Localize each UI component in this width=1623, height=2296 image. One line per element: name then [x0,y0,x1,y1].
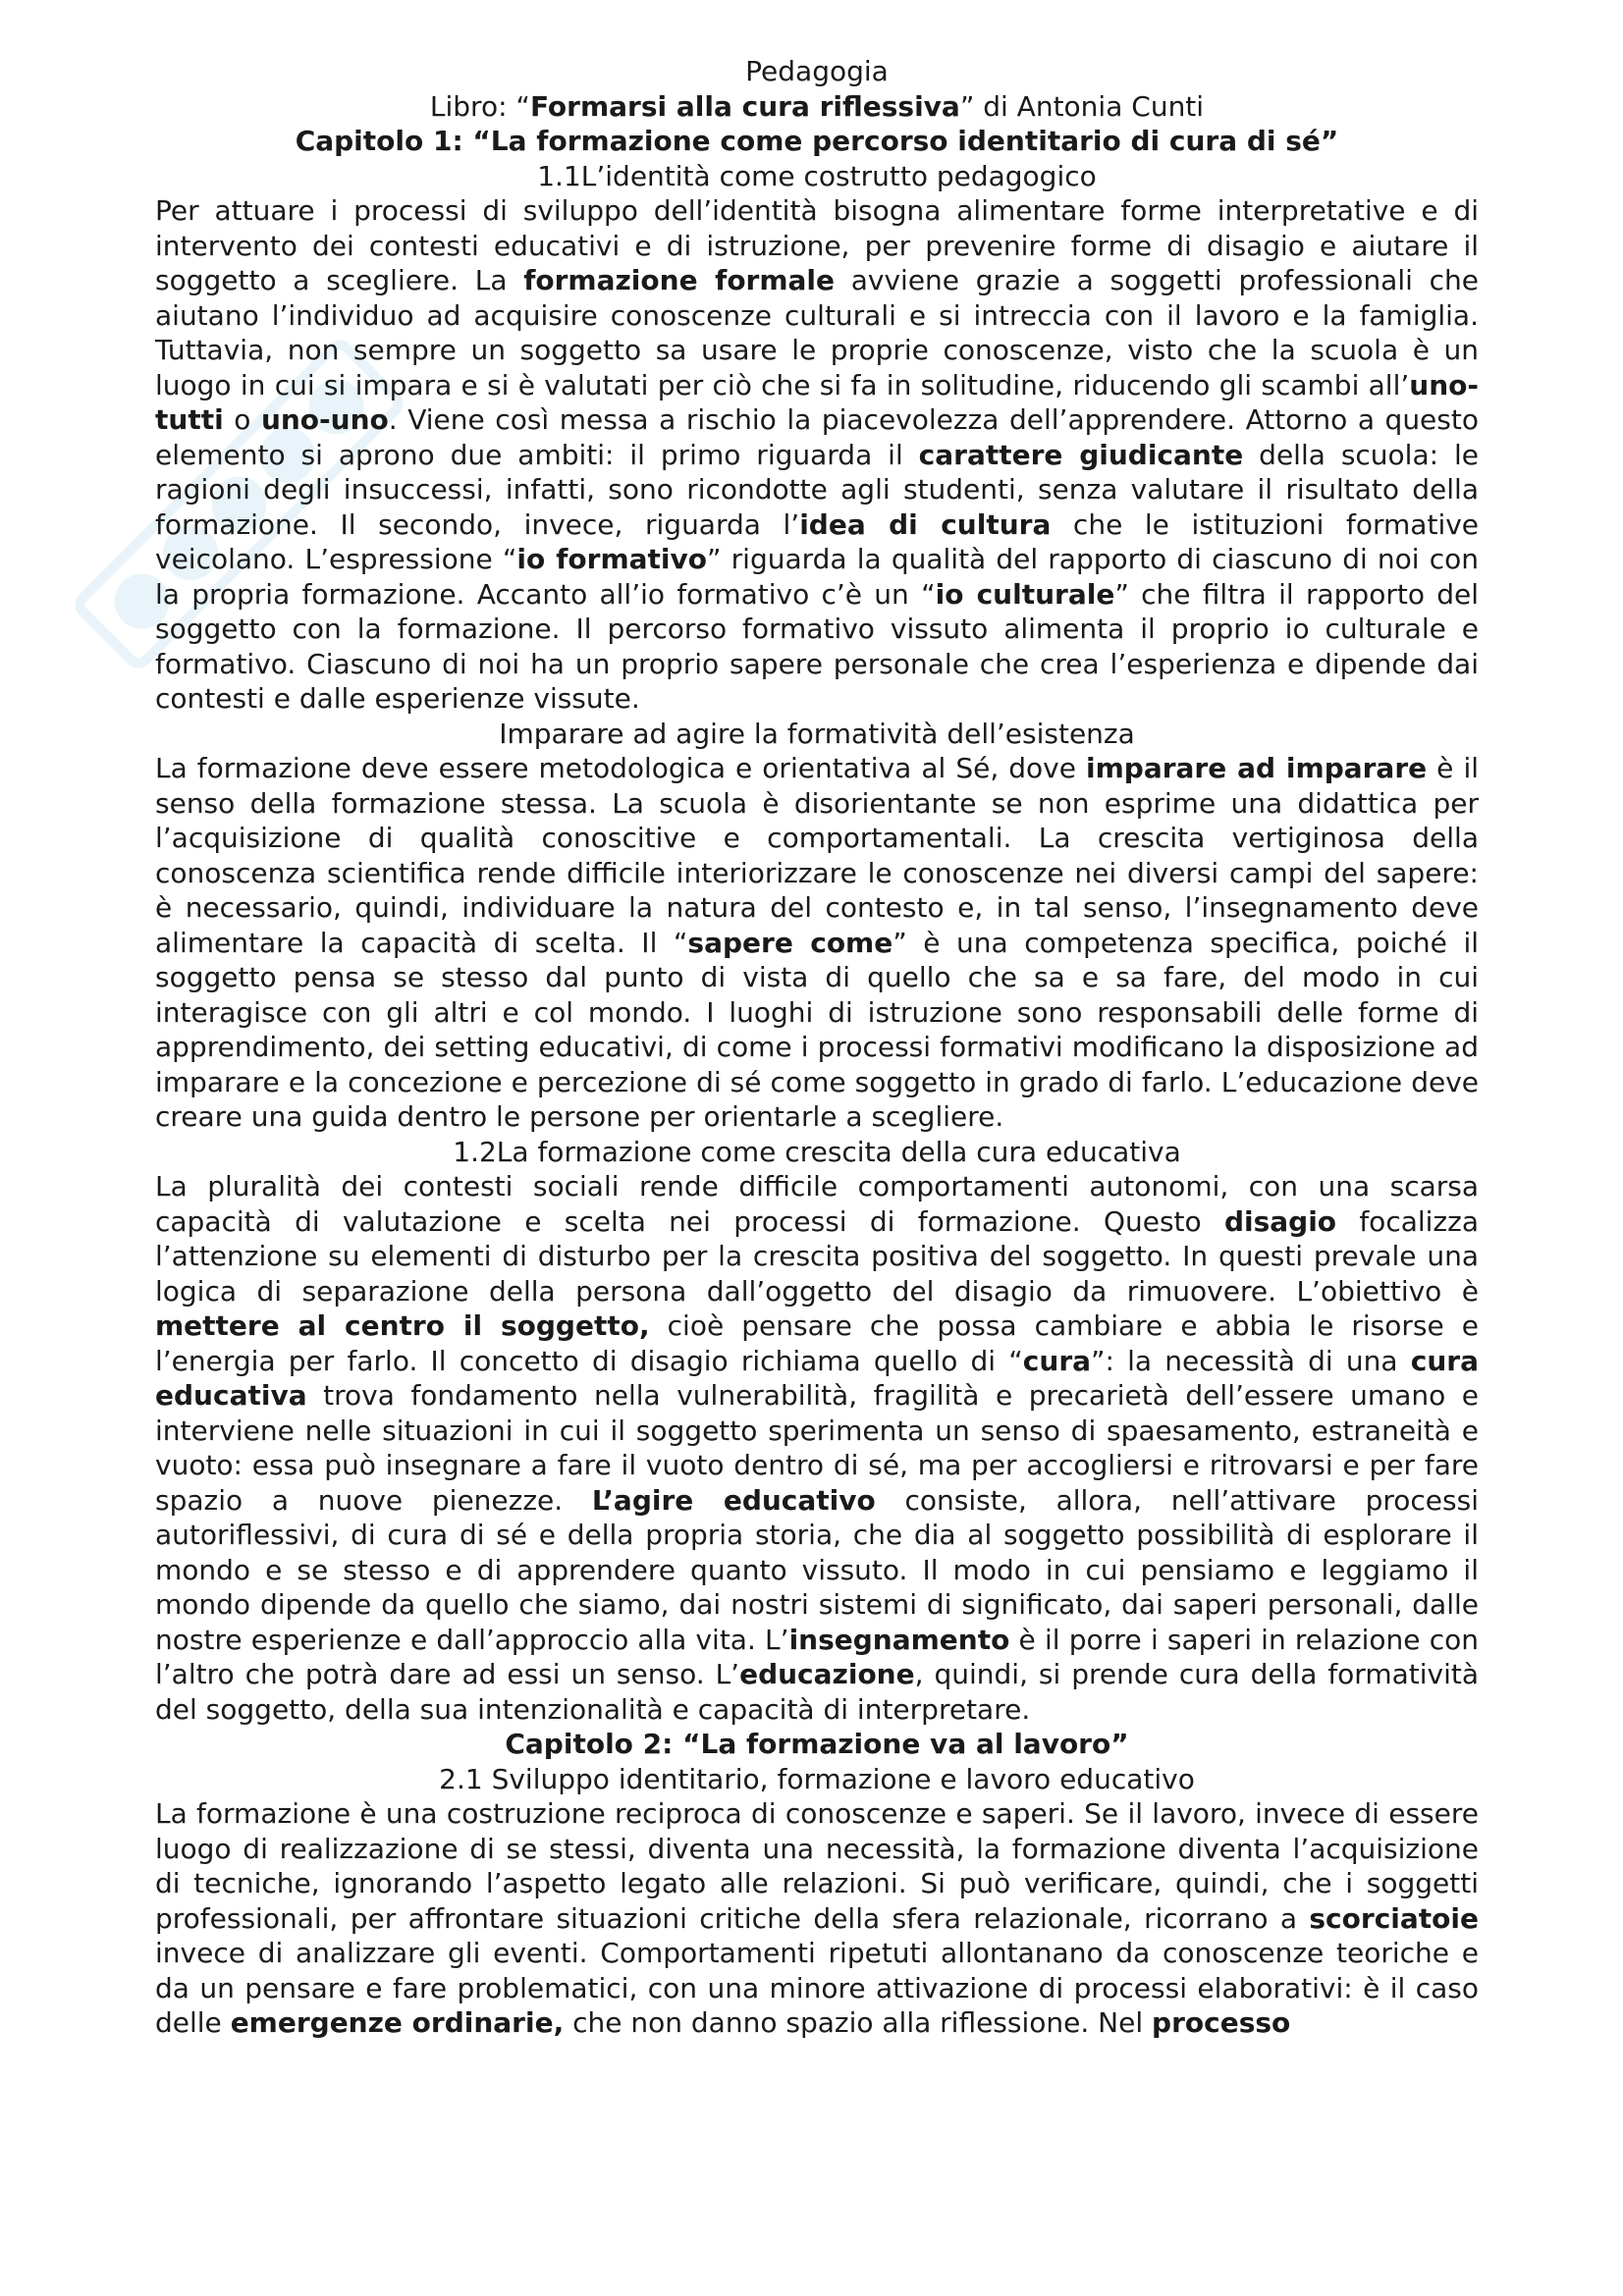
bold-term: educazione [739,1658,915,1690]
text-run: Per attuare i processi di sviluppo dell’identità bisogna alimentare forme interpretative e di intervento dei contesti educativi e di istruzione, per prevenire forme di disagio e aiutare il soggetto a scegliere. La [155,194,1479,296]
text-run: avviene grazie a soggetti professionali che aiutano l’individuo ad acquisire conoscenze culturali e si intreccia con il lavoro e la famiglia. Tuttavia, non sempre un soggetto sa usare le proprie conoscenze, visto che la scuola è un luogo in cui si impara e si è valutati per ciò che si fa in solitudine, riducendo gli scambi all’ [155,264,1479,401]
bold-term: uno-tutti [155,368,1479,436]
bold-term: insegnamento [788,1623,1010,1656]
bold-term: emergenze ordinarie, [230,2006,565,2039]
bold-term: imparare ad imparare [1086,752,1428,784]
text-run: La pluralità dei contesti sociali rende difficile comportamenti autonomi, con una scarsa capacità di valutazione e scelta nei processi di formazione. Questo [155,1170,1479,1238]
text-run: , quindi, si prende cura della formatività del soggetto, della sua intenzionalità e capacità di interpretare. [155,1658,1480,1726]
bold-term: io culturale [935,577,1115,611]
text-run: focalizza l’attenzione su elementi di disturbo per la crescita positiva del soggetto. In questi prevale una logica di separazione della persona dall’oggetto del disagio da rimuovere. L’obiettivo è [155,1204,1479,1308]
subject-title: Pedagogia [745,55,889,87]
text-run: ”: la necessità di una [1091,1344,1411,1377]
text-run: della scuola: le ragioni degli insuccessi, infatti, sono ricondotte agli studenti, senza valutare il risultato della formazione. Il secondo, invece, riguarda l’ [155,438,1480,541]
text-run: cioè pensare che possa cambiare e abbia le risorse e l’energia per farlo. Il concetto di disagio richiama quello di “ [155,1309,1479,1377]
bold-term: carattere giudicante [918,438,1244,471]
bold-term: disagio [1223,1204,1337,1238]
book-title: Formarsi alla cura riflessiva [529,89,960,123]
text-run: ” riguarda la qualità del rapporto di ciascuno di noi con la propria formazione. Accanto all’io formativo c’è un “ [155,543,1479,611]
book-suffix: ” di Antonia Cunti [959,89,1205,123]
text-run: o [223,403,261,436]
bold-term: cura educativa [155,1344,1479,1412]
text-run: consiste, allora, nell’attivare processi autoriflessivi, di cura di sé e della propria storia, che dia al soggetto possibilità di esplorare il mondo e se stesso e di apprendere quanto vissuto. Il modo in cui pensiamo e leggiamo il mondo dipende da quello che siamo, dai nostri sistemi di significato, dai saperi personali, dalle nostre esperienze e dall’approccio alla vita. L’ [155,1483,1479,1656]
book-line [155,89,1479,125]
bold-term: formazione formale [523,264,836,296]
text-run: . Viene così messa a rischio la piacevolezza dell’apprendere. Attorno a questo elemento si aprono due ambiti: il primo riguarda il [155,403,1479,471]
text-run: ” è una competenza specifica, poiché il soggetto pensa se stesso dal punto di vista di quello che sa e sa fare, del modo in cui interagisce con gli altri e col mondo. I luoghi di istruzione sono responsabili delle forme di apprendimento, dei setting educativi, di come i processi formativi modificano la disposizione ad imparare e la concezione e percezione di sé come soggetto in grado di farlo. L’educazione deve creare una guida dentro le persone per orientarle a scegliere. [155,926,1480,1133]
bold-term: cura [1022,1344,1092,1377]
section-1-1-heading: 1.1L’identità come costrutto pedagogico [537,159,1097,192]
paragraph [155,1169,1479,1727]
bold-term: scorciatoie [1309,1901,1479,1935]
bold-term: mettere al centro il soggetto, [155,1309,650,1342]
paragraph [155,751,1479,1135]
section-1-2-heading: 1.2La formazione come crescita della cura educativa [453,1135,1181,1168]
book-prefix: Libro: “ [429,89,530,123]
chapter-1-title: Capitolo 1: “La formazione come percorso identitario di cura di sé” [295,125,1339,157]
subheading: Imparare ad agire la formatività dell’esistenza [499,717,1135,750]
bold-term: io formativo [516,543,708,575]
section-2-1-heading: 2.1 Sviluppo identitario, formazione e lavoro educativo [439,1762,1195,1795]
text-run: invece di analizzare gli eventi. Comportamenti ripetuti allontanano da conoscenze teoriche e da un pensare e fare problematici, con una minore attivazione di processi elaborativi: è il caso delle [155,1937,1479,2039]
document-page [155,54,1479,2041]
bold-term: L’agire educativo [591,1483,876,1517]
bold-term: sapere come [687,926,893,959]
text-run: è il senso della formazione stessa. La scuola è disorientante se non esprime una didattica per l’acquisizione di qualità conoscitive e comportamentali. La crescita vertiginosa della conoscenza scientifica rende difficile interiorizzare le conoscenze nei diversi campi del sapere: è necessario, quindi, individuare la natura del contesto e, in tal senso, l’insegnamento deve alimentare la capacità di scelta. Il “ [155,752,1479,959]
bold-term: idea di cultura [799,507,1052,541]
bold-term: uno-uno [260,403,389,436]
text-run: che le istituzioni formative veicolano. L’espressione “ [155,507,1480,575]
text-run: La formazione deve essere metodologica e orientativa al Sé, dove [155,752,1086,784]
bold-term: processo [1152,2006,1291,2039]
text-run: è il porre i saperi in relazione con l’altro che potrà dare ad essi un senso. L’ [155,1623,1479,1690]
chapter-2-title: Capitolo 2: “La formazione va al lavoro” [505,1728,1129,1760]
paragraph [155,1796,1479,2041]
text-run: ” che filtra il rapporto del soggetto con la formazione. Il percorso formativo vissuto alimenta il proprio io culturale e formativo. Ciascuno di noi ha un proprio sapere personale che crea l’esperienza e dipende dai contesti e dalle esperienze vissute. [155,577,1480,715]
text-run: La formazione è una costruzione reciproca di conoscenze e saperi. Se il lavoro, invece di essere luogo di realizzazione di se stessi, diventa una necessità, la formazione diventa l’acquisizione di tecniche, ignorando l’aspetto legato alle relazioni. Si può verificare, quindi, che i soggetti professionali, per affrontare situazioni critiche della sfera relazionale, ricorrano a [155,1797,1479,1935]
text-run: trova fondamento nella vulnerabilità, fragilità e precarietà dell’essere umano e interviene nelle situazioni in cui il soggetto sperimenta un senso di spaesamento, estraneità e vuoto: essa può insegnare a fare il vuoto dentro di sé, ma per accogliersi e ritrovarsi e per fare spazio a nuove pienezze. [155,1379,1479,1517]
paragraph [155,193,1479,717]
text-run: che non danno spazio alla riflessione. Nel [564,2006,1153,2039]
